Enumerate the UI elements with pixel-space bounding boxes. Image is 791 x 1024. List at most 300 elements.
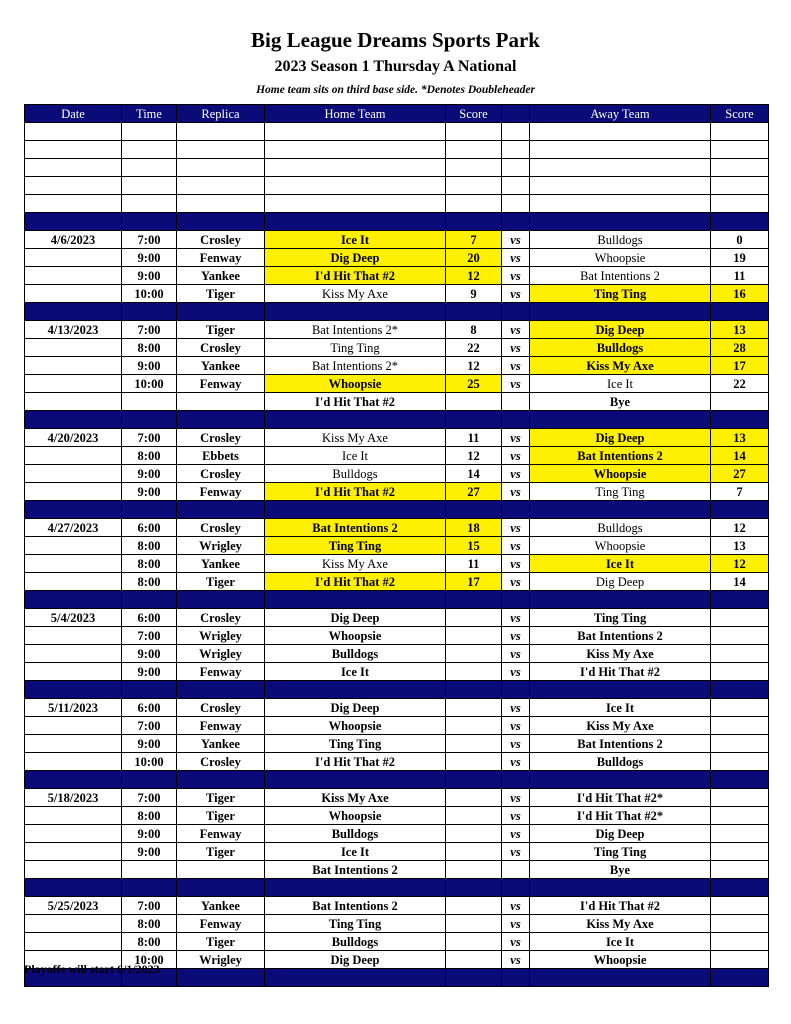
blank-cell bbox=[122, 195, 177, 213]
vs-cell: vs bbox=[502, 429, 530, 447]
game-row bbox=[25, 933, 769, 951]
game-row bbox=[25, 537, 769, 555]
page-note: Home team sits on third base side. *Denotes Doubleheader bbox=[256, 84, 535, 96]
date-cell bbox=[25, 393, 122, 411]
blank-cell bbox=[265, 123, 446, 141]
replica-cell: Crosley bbox=[177, 465, 265, 483]
away-score-cell: 16 bbox=[711, 285, 769, 303]
replica-cell: Crosley bbox=[177, 339, 265, 357]
blank-cell bbox=[265, 141, 446, 159]
game-row bbox=[25, 915, 769, 933]
blank-cell bbox=[177, 159, 265, 177]
vs-cell: vs bbox=[502, 375, 530, 393]
home-team-cell: Bat Intentions 2 bbox=[265, 897, 446, 915]
separator-cell bbox=[177, 213, 265, 231]
replica-cell: Ebbets bbox=[177, 447, 265, 465]
replica-cell: Crosley bbox=[177, 699, 265, 717]
away-score-cell bbox=[711, 663, 769, 681]
home-team-cell: Kiss My Axe bbox=[265, 555, 446, 573]
replica-cell: Crosley bbox=[177, 609, 265, 627]
date-cell: 5/11/2023 bbox=[25, 699, 122, 717]
away-team-cell: Whoopsie bbox=[530, 249, 711, 267]
separator-cell bbox=[530, 303, 711, 321]
replica-cell: Fenway bbox=[177, 249, 265, 267]
separator-cell bbox=[25, 501, 122, 519]
date-cell bbox=[25, 807, 122, 825]
separator-cell bbox=[446, 213, 502, 231]
away-team-cell: I'd Hit That #2* bbox=[530, 807, 711, 825]
separator-cell bbox=[446, 591, 502, 609]
separator-cell bbox=[122, 213, 177, 231]
blank-cell bbox=[502, 195, 530, 213]
away-team-cell: Ice It bbox=[530, 933, 711, 951]
blank-cell bbox=[122, 159, 177, 177]
blank-cell bbox=[122, 123, 177, 141]
away-score-cell: 12 bbox=[711, 555, 769, 573]
home-team-cell: Ting Ting bbox=[265, 735, 446, 753]
separator-cell bbox=[502, 501, 530, 519]
separator-cell bbox=[530, 501, 711, 519]
vs-cell: vs bbox=[502, 357, 530, 375]
blank-cell bbox=[711, 123, 769, 141]
separator-cell bbox=[177, 681, 265, 699]
replica-cell: Yankee bbox=[177, 357, 265, 375]
away-score-cell bbox=[711, 951, 769, 969]
replica-cell: Tiger bbox=[177, 285, 265, 303]
away-team-cell: Bat Intentions 2 bbox=[530, 735, 711, 753]
separator-cell bbox=[502, 879, 530, 897]
home-score-cell: 27 bbox=[446, 483, 502, 501]
home-score-cell: 11 bbox=[446, 429, 502, 447]
game-row bbox=[25, 249, 769, 267]
separator-cell bbox=[122, 501, 177, 519]
vs-cell: vs bbox=[502, 339, 530, 357]
separator-cell bbox=[265, 303, 446, 321]
home-score-cell bbox=[446, 915, 502, 933]
replica-cell: Fenway bbox=[177, 717, 265, 735]
away-score-cell bbox=[711, 645, 769, 663]
vs-cell: vs bbox=[502, 321, 530, 339]
away-score-cell: 22 bbox=[711, 375, 769, 393]
blank-cell bbox=[177, 195, 265, 213]
date-cell bbox=[25, 447, 122, 465]
separator-cell bbox=[265, 771, 446, 789]
col-header-away-team: Away Team bbox=[530, 105, 711, 123]
vs-cell: vs bbox=[502, 267, 530, 285]
home-score-cell: 11 bbox=[446, 555, 502, 573]
blank-cell bbox=[530, 195, 711, 213]
blank-cell bbox=[530, 177, 711, 195]
home-score-cell: 12 bbox=[446, 267, 502, 285]
date-cell bbox=[25, 537, 122, 555]
home-team-cell: Dig Deep bbox=[265, 699, 446, 717]
game-row bbox=[25, 393, 769, 411]
time-cell: 8:00 bbox=[122, 573, 177, 591]
week-separator bbox=[25, 681, 769, 699]
away-score-cell bbox=[711, 717, 769, 735]
separator-cell bbox=[177, 501, 265, 519]
away-team-cell: Bye bbox=[530, 861, 711, 879]
separator-cell bbox=[25, 879, 122, 897]
replica-cell: Wrigley bbox=[177, 537, 265, 555]
replica-cell: Fenway bbox=[177, 825, 265, 843]
date-cell bbox=[25, 645, 122, 663]
game-row bbox=[25, 339, 769, 357]
separator-cell bbox=[25, 681, 122, 699]
vs-cell: vs bbox=[502, 231, 530, 249]
separator-cell bbox=[265, 591, 446, 609]
game-row bbox=[25, 627, 769, 645]
away-score-cell: 13 bbox=[711, 537, 769, 555]
schedule-body bbox=[25, 123, 769, 987]
week-separator bbox=[25, 771, 769, 789]
separator-cell bbox=[711, 411, 769, 429]
separator-cell bbox=[530, 681, 711, 699]
blank-row bbox=[25, 141, 769, 159]
time-cell: 8:00 bbox=[122, 807, 177, 825]
date-cell bbox=[25, 465, 122, 483]
away-team-cell: I'd Hit That #2 bbox=[530, 897, 711, 915]
away-score-cell bbox=[711, 897, 769, 915]
home-team-cell: I'd Hit That #2 bbox=[265, 573, 446, 591]
home-team-cell: Bat Intentions 2 bbox=[265, 861, 446, 879]
home-team-cell: Whoopsie bbox=[265, 807, 446, 825]
replica-cell: Tiger bbox=[177, 573, 265, 591]
away-score-cell bbox=[711, 393, 769, 411]
date-cell bbox=[25, 627, 122, 645]
time-cell: 9:00 bbox=[122, 825, 177, 843]
separator-cell bbox=[446, 303, 502, 321]
blank-cell bbox=[25, 123, 122, 141]
separator-cell bbox=[265, 969, 446, 987]
blank-cell bbox=[177, 177, 265, 195]
vs-cell: vs bbox=[502, 465, 530, 483]
vs-cell: vs bbox=[502, 645, 530, 663]
blank-row bbox=[25, 123, 769, 141]
separator-cell bbox=[530, 879, 711, 897]
date-cell: 4/27/2023 bbox=[25, 519, 122, 537]
separator-cell bbox=[265, 681, 446, 699]
home-score-cell: 12 bbox=[446, 357, 502, 375]
blank-cell bbox=[530, 159, 711, 177]
blank-cell bbox=[177, 141, 265, 159]
away-team-cell: Bat Intentions 2 bbox=[530, 627, 711, 645]
game-row bbox=[25, 807, 769, 825]
date-cell: 4/6/2023 bbox=[25, 231, 122, 249]
separator-cell bbox=[122, 681, 177, 699]
game-row bbox=[25, 429, 769, 447]
game-row bbox=[25, 573, 769, 591]
replica-cell: Fenway bbox=[177, 375, 265, 393]
separator-cell bbox=[446, 501, 502, 519]
home-score-cell bbox=[446, 645, 502, 663]
home-team-cell: Bulldogs bbox=[265, 825, 446, 843]
home-score-cell: 20 bbox=[446, 249, 502, 267]
away-score-cell bbox=[711, 933, 769, 951]
home-team-cell: Ting Ting bbox=[265, 339, 446, 357]
game-row bbox=[25, 753, 769, 771]
away-score-cell bbox=[711, 699, 769, 717]
home-score-cell bbox=[446, 717, 502, 735]
separator-cell bbox=[711, 213, 769, 231]
home-score-cell bbox=[446, 951, 502, 969]
schedule-table bbox=[24, 104, 769, 987]
separator-cell bbox=[265, 501, 446, 519]
page-title: Big League Dreams Sports Park bbox=[251, 28, 540, 52]
replica-cell: Tiger bbox=[177, 843, 265, 861]
date-cell bbox=[25, 555, 122, 573]
separator-cell bbox=[711, 681, 769, 699]
vs-cell: vs bbox=[502, 717, 530, 735]
date-cell: 4/13/2023 bbox=[25, 321, 122, 339]
home-score-cell: 14 bbox=[446, 465, 502, 483]
away-score-cell: 0 bbox=[711, 231, 769, 249]
blank-cell bbox=[122, 141, 177, 159]
replica-cell: Crosley bbox=[177, 519, 265, 537]
separator-cell bbox=[502, 771, 530, 789]
separator-cell bbox=[122, 771, 177, 789]
away-team-cell: Ting Ting bbox=[530, 609, 711, 627]
game-row bbox=[25, 357, 769, 375]
home-team-cell: I'd Hit That #2 bbox=[265, 753, 446, 771]
game-row bbox=[25, 789, 769, 807]
replica-cell: Yankee bbox=[177, 897, 265, 915]
date-cell bbox=[25, 843, 122, 861]
replica-cell: Wrigley bbox=[177, 627, 265, 645]
separator-cell bbox=[177, 303, 265, 321]
vs-cell: vs bbox=[502, 789, 530, 807]
time-cell: 8:00 bbox=[122, 537, 177, 555]
game-row bbox=[25, 699, 769, 717]
separator-cell bbox=[446, 771, 502, 789]
away-team-cell: Whoopsie bbox=[530, 537, 711, 555]
week-separator bbox=[25, 411, 769, 429]
home-score-cell: 7 bbox=[446, 231, 502, 249]
game-row bbox=[25, 447, 769, 465]
home-score-cell bbox=[446, 663, 502, 681]
vs-cell: vs bbox=[502, 573, 530, 591]
away-team-cell: Bulldogs bbox=[530, 753, 711, 771]
away-team-cell: Ice It bbox=[530, 375, 711, 393]
replica-cell: Tiger bbox=[177, 321, 265, 339]
home-score-cell: 8 bbox=[446, 321, 502, 339]
away-team-cell: Dig Deep bbox=[530, 825, 711, 843]
date-cell bbox=[25, 861, 122, 879]
game-row bbox=[25, 267, 769, 285]
time-cell: 10:00 bbox=[122, 285, 177, 303]
blank-cell bbox=[530, 123, 711, 141]
replica-cell: Yankee bbox=[177, 555, 265, 573]
home-score-cell bbox=[446, 825, 502, 843]
home-team-cell: Bulldogs bbox=[265, 465, 446, 483]
col-header-home-score: Score bbox=[446, 105, 502, 123]
separator-cell bbox=[177, 771, 265, 789]
away-score-cell bbox=[711, 735, 769, 753]
separator-cell bbox=[502, 591, 530, 609]
separator-cell bbox=[177, 411, 265, 429]
separator-cell bbox=[711, 591, 769, 609]
home-score-cell bbox=[446, 393, 502, 411]
date-cell bbox=[25, 339, 122, 357]
separator-cell bbox=[25, 411, 122, 429]
away-team-cell: Kiss My Axe bbox=[530, 645, 711, 663]
week-separator bbox=[25, 303, 769, 321]
separator-cell bbox=[25, 591, 122, 609]
time-cell: 6:00 bbox=[122, 519, 177, 537]
week-separator bbox=[25, 501, 769, 519]
away-team-cell: Kiss My Axe bbox=[530, 717, 711, 735]
game-row bbox=[25, 285, 769, 303]
home-score-cell bbox=[446, 843, 502, 861]
col-header-away-score: Score bbox=[711, 105, 769, 123]
separator-cell bbox=[502, 213, 530, 231]
home-team-cell: Bulldogs bbox=[265, 933, 446, 951]
time-cell bbox=[122, 861, 177, 879]
separator-cell bbox=[530, 411, 711, 429]
date-cell bbox=[25, 357, 122, 375]
replica-cell bbox=[177, 393, 265, 411]
home-score-cell: 22 bbox=[446, 339, 502, 357]
away-score-cell bbox=[711, 915, 769, 933]
home-score-cell bbox=[446, 609, 502, 627]
time-cell: 9:00 bbox=[122, 249, 177, 267]
date-cell bbox=[25, 915, 122, 933]
home-score-cell: 15 bbox=[446, 537, 502, 555]
home-team-cell: Ice It bbox=[265, 231, 446, 249]
home-team-cell: Kiss My Axe bbox=[265, 429, 446, 447]
away-team-cell: Kiss My Axe bbox=[530, 357, 711, 375]
home-score-cell bbox=[446, 753, 502, 771]
game-row bbox=[25, 825, 769, 843]
game-row bbox=[25, 843, 769, 861]
separator-cell bbox=[122, 303, 177, 321]
game-row bbox=[25, 717, 769, 735]
away-team-cell: Bulldogs bbox=[530, 231, 711, 249]
blank-cell bbox=[265, 195, 446, 213]
home-team-cell: Ice It bbox=[265, 843, 446, 861]
vs-cell: vs bbox=[502, 627, 530, 645]
replica-cell: Crosley bbox=[177, 231, 265, 249]
vs-cell: vs bbox=[502, 555, 530, 573]
blank-cell bbox=[446, 177, 502, 195]
blank-cell bbox=[711, 177, 769, 195]
vs-cell: vs bbox=[502, 537, 530, 555]
home-team-cell: Whoopsie bbox=[265, 717, 446, 735]
separator-cell bbox=[25, 213, 122, 231]
vs-cell: vs bbox=[502, 915, 530, 933]
time-cell: 9:00 bbox=[122, 465, 177, 483]
separator-cell bbox=[530, 969, 711, 987]
separator-cell bbox=[25, 303, 122, 321]
away-team-cell: Ting Ting bbox=[530, 843, 711, 861]
blank-cell bbox=[25, 195, 122, 213]
blank-cell bbox=[446, 159, 502, 177]
separator-cell bbox=[711, 879, 769, 897]
separator-cell bbox=[265, 411, 446, 429]
separator-cell bbox=[122, 591, 177, 609]
separator-cell bbox=[711, 969, 769, 987]
separator-cell bbox=[711, 303, 769, 321]
date-cell: 4/20/2023 bbox=[25, 429, 122, 447]
separator-cell bbox=[502, 969, 530, 987]
away-team-cell: Bat Intentions 2 bbox=[530, 447, 711, 465]
replica-cell: Fenway bbox=[177, 483, 265, 501]
separator-cell bbox=[446, 411, 502, 429]
separator-cell bbox=[530, 771, 711, 789]
vs-cell: vs bbox=[502, 753, 530, 771]
replica-cell: Wrigley bbox=[177, 951, 265, 969]
time-cell: 9:00 bbox=[122, 357, 177, 375]
header-row bbox=[25, 105, 769, 123]
away-team-cell: Ice It bbox=[530, 555, 711, 573]
vs-cell: vs bbox=[502, 897, 530, 915]
vs-cell: vs bbox=[502, 483, 530, 501]
blank-cell bbox=[446, 141, 502, 159]
home-score-cell: 12 bbox=[446, 447, 502, 465]
col-header-date: Date bbox=[25, 105, 122, 123]
blank-cell bbox=[265, 177, 446, 195]
home-score-cell: 18 bbox=[446, 519, 502, 537]
col-header-replica: Replica bbox=[177, 105, 265, 123]
home-team-cell: Ting Ting bbox=[265, 915, 446, 933]
away-team-cell: I'd Hit That #2 bbox=[530, 663, 711, 681]
vs-cell: vs bbox=[502, 663, 530, 681]
vs-cell: vs bbox=[502, 807, 530, 825]
time-cell: 7:00 bbox=[122, 321, 177, 339]
game-row bbox=[25, 321, 769, 339]
date-cell: 5/25/2023 bbox=[25, 897, 122, 915]
away-score-cell bbox=[711, 861, 769, 879]
time-cell: 6:00 bbox=[122, 699, 177, 717]
home-score-cell bbox=[446, 699, 502, 717]
vs-cell: vs bbox=[502, 825, 530, 843]
replica-cell: Yankee bbox=[177, 735, 265, 753]
separator-cell bbox=[502, 681, 530, 699]
separator-cell bbox=[177, 969, 265, 987]
separator-cell bbox=[530, 213, 711, 231]
blank-cell bbox=[446, 123, 502, 141]
game-row bbox=[25, 519, 769, 537]
game-row bbox=[25, 231, 769, 249]
replica-cell: Fenway bbox=[177, 663, 265, 681]
blank-cell bbox=[25, 177, 122, 195]
date-cell bbox=[25, 717, 122, 735]
away-score-cell: 14 bbox=[711, 573, 769, 591]
blank-row bbox=[25, 159, 769, 177]
home-score-cell bbox=[446, 807, 502, 825]
separator-cell bbox=[265, 879, 446, 897]
away-score-cell bbox=[711, 753, 769, 771]
away-team-cell: Bulldogs bbox=[530, 339, 711, 357]
home-team-cell: Whoopsie bbox=[265, 375, 446, 393]
blank-row bbox=[25, 195, 769, 213]
separator-cell bbox=[446, 681, 502, 699]
time-cell: 7:00 bbox=[122, 429, 177, 447]
separator-cell bbox=[530, 591, 711, 609]
away-team-cell: Bye bbox=[530, 393, 711, 411]
home-team-cell: Bat Intentions 2 bbox=[265, 519, 446, 537]
away-score-cell: 14 bbox=[711, 447, 769, 465]
away-score-cell bbox=[711, 627, 769, 645]
time-cell: 7:00 bbox=[122, 627, 177, 645]
home-team-cell: Dig Deep bbox=[265, 609, 446, 627]
away-score-cell: 19 bbox=[711, 249, 769, 267]
time-cell: 10:00 bbox=[122, 375, 177, 393]
game-row bbox=[25, 555, 769, 573]
time-cell: 8:00 bbox=[122, 447, 177, 465]
time-cell: 9:00 bbox=[122, 267, 177, 285]
home-score-cell: 9 bbox=[446, 285, 502, 303]
